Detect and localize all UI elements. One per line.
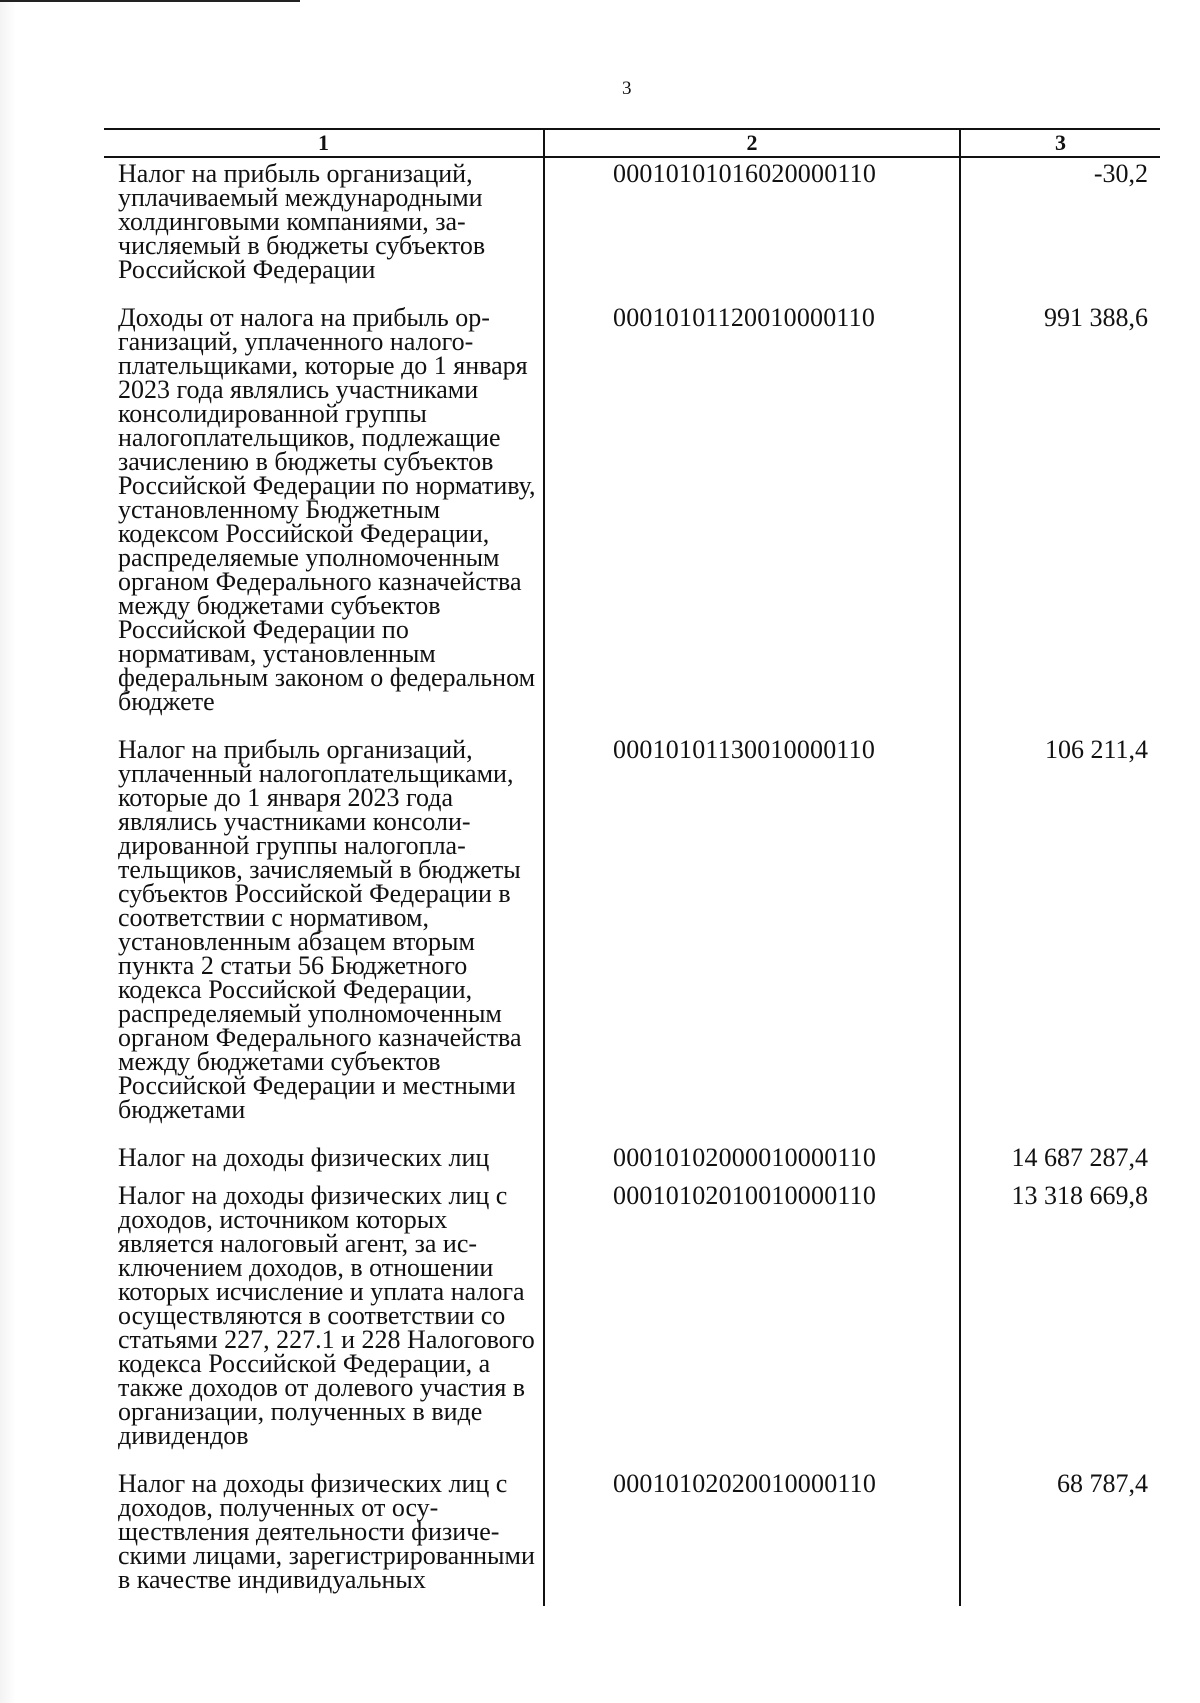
row-value: 106 211,4 xyxy=(960,734,1160,1142)
row-name: Налог на прибыль организаций, уплаченный налогоплательщиками, которые до 1 января 2023 года являлись участниками консолидированной группы налогоплательщиков, зачисляемый в бюджеты субъектов Российской Федерации в соответствии с нормативом, установленным абзацем вторым пункта 2 статьи 56 Бюджетного кодекса Российской Федерации, распределяемый уполномоченным органом Федерального казначейства между бюджетами субъектов Российской Федерации и местными бюджетами xyxy=(118,735,522,1124)
row-name: Налог на доходы физических лиц xyxy=(118,1143,490,1172)
page-number: 3 xyxy=(622,78,632,99)
row-name: Налог на доходы физических лиц с доходов, полученных от осуществления деятельности физическими лицами, зарегистрированными в качестве индивидуальных xyxy=(118,1469,535,1594)
row-value: 68 787,4 xyxy=(960,1468,1160,1606)
table-row xyxy=(104,1142,1160,1180)
scan-top-line xyxy=(0,0,300,2)
row-code: 00010102010010000110 xyxy=(544,1180,960,1468)
table-header-row xyxy=(104,129,1160,157)
row-value: 13 318 669,8 xyxy=(960,1180,1160,1468)
table-row xyxy=(104,157,1160,302)
row-name: Доходы от налога на прибыль организаций, уплаченного налогоплательщиками, которые до 1 января 2023 года являлись участниками консолидированной группы налогоплательщиков, подлежащие зачислению в бюджеты субъектов Российской Федерации по нормативу, установленному Бюджетным кодексом Российской Федерации, распределяемые уполномоченным органом Федерального казначейства между бюджетами субъектов Российской Федерации по нормативам, установленным федеральным законом о федеральном бюджете xyxy=(118,303,536,716)
budget-table xyxy=(104,128,1160,1606)
row-code: 00010102000010000110 xyxy=(544,1142,960,1180)
budget-table-container xyxy=(104,128,1160,1600)
scan-edge xyxy=(0,0,16,1703)
table-row xyxy=(104,1468,1160,1606)
row-code: 00010101120010000110 xyxy=(544,302,960,734)
row-code: 00010101016020000110 xyxy=(544,157,960,302)
column-header-3: 3 xyxy=(960,129,1160,157)
table-row xyxy=(104,734,1160,1142)
row-name: Налог на прибыль организаций, уплачиваемый международными холдинговыми компаниями, зачисляемый в бюджеты субъектов Российской Федерации xyxy=(118,159,486,284)
row-code: 00010101130010000110 xyxy=(544,734,960,1142)
table-row xyxy=(104,1180,1160,1468)
column-header-1: 1 xyxy=(104,129,544,157)
table-row xyxy=(104,302,1160,734)
row-value: 991 388,6 xyxy=(960,302,1160,734)
column-header-2: 2 xyxy=(544,129,960,157)
row-code: 00010102020010000110 xyxy=(544,1468,960,1606)
row-value: -30,2 xyxy=(960,157,1160,302)
row-name: Налог на доходы физических лиц с доходов, источником которых является налоговый агент, за исключением доходов, в отношении которых исчисление и уплата налога осуществляются в соответствии со статьями 227, 227.1 и 228 Налогового кодекса Российской Федерации, а также доходов от долевого участия в организации, полученных в виде дивидендов xyxy=(118,1181,535,1450)
row-value: 14 687 287,4 xyxy=(960,1142,1160,1180)
